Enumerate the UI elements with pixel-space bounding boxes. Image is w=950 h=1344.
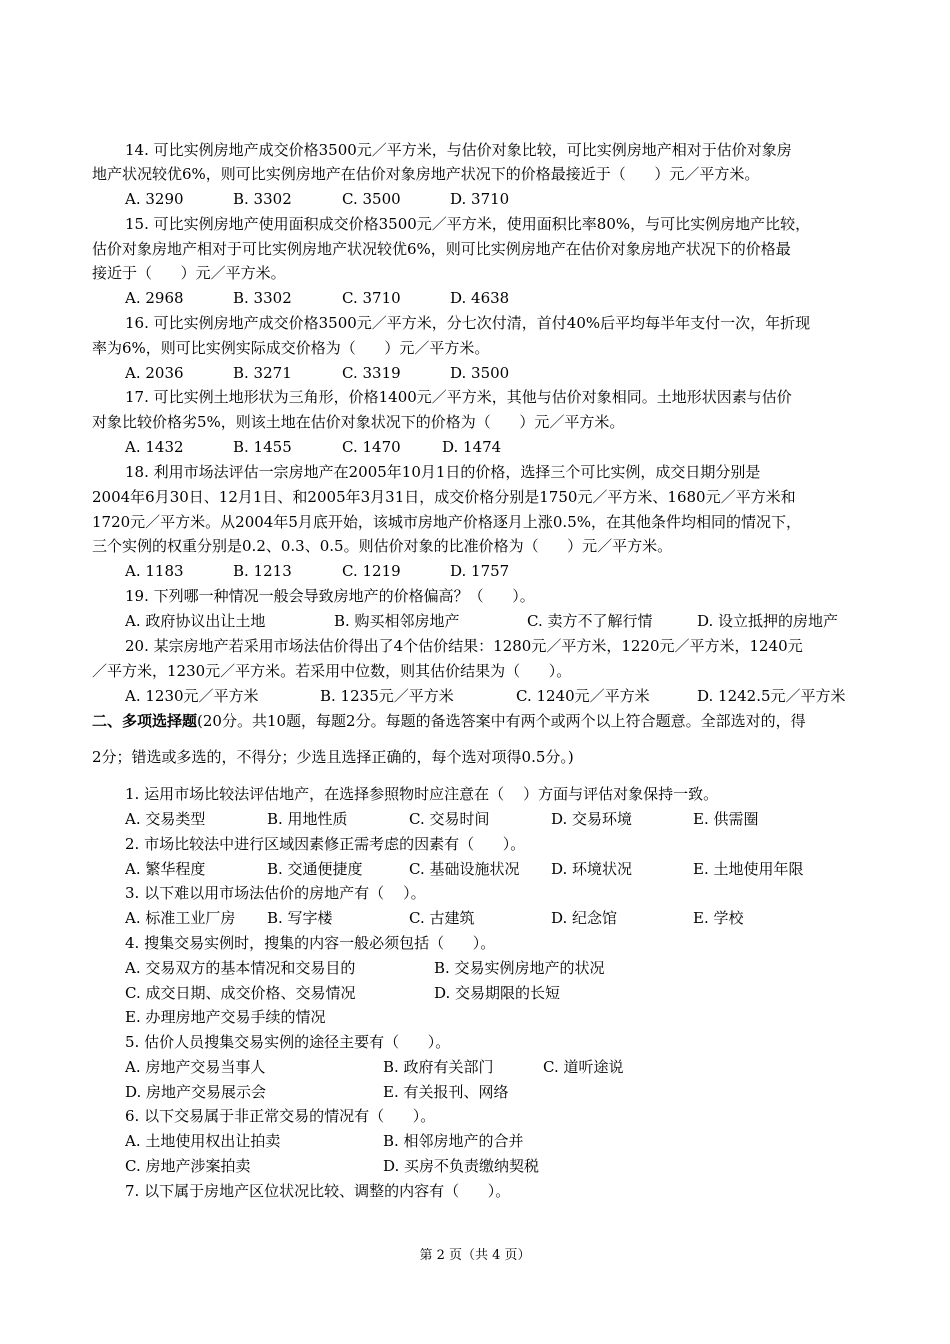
q17-line-2: 对象比较价格劣5%，则该土地在估价对象状况下的价格为（ ）元／平方米。 — [92, 413, 625, 431]
m2-option-a: A. 繁华程度 — [125, 860, 206, 878]
section2-heading — [92, 710, 806, 732]
m3-option-e: E. 学校 — [693, 909, 744, 927]
q19-option-d: D. 设立抵押的房地产 — [697, 612, 839, 630]
q19-option-c: C. 卖方不了解行情 — [527, 612, 653, 630]
m2-option-c: C. 基础设施状况 — [409, 860, 520, 878]
q14-option-b: B. 3302 — [233, 190, 292, 208]
m1-option-b: B. 用地性质 — [267, 810, 348, 828]
q16-option-c: C. 3319 — [342, 364, 401, 382]
m3-option-a: A. 标准工业厂房 — [125, 909, 236, 927]
q18-option-d: D. 1757 — [450, 562, 510, 580]
m3-option-d: D. 纪念馆 — [551, 909, 618, 927]
m3-option-b: B. 写字楼 — [267, 909, 333, 927]
q20-line-2: ／平方米，1230元／平方米。若采用中位数，则其估价结果为（ ）。 — [92, 662, 572, 680]
m6-option-c: C. 房地产涉案拍卖 — [125, 1157, 251, 1175]
m1-option-a: A. 交易类型 — [125, 810, 206, 828]
m1-question: 1. 运用市场比较法评估地产，在选择参照物时应注意在（ ）方面与评估对象保持一致。 — [125, 785, 719, 803]
q19-option-b: B. 购买相邻房地产 — [334, 612, 460, 630]
m1-option-e: E. 供需圈 — [693, 810, 759, 828]
q20-option-d: D. 1242.5元／平方米 — [697, 687, 846, 705]
m6-option-b: B. 相邻房地产的合并 — [383, 1132, 524, 1150]
page-footer: 第 2 页（共 4 页） — [419, 1248, 531, 1263]
q17-option-d: D. 1474 — [442, 438, 502, 456]
q15-option-d: D. 4638 — [450, 289, 510, 307]
q18-line-1: 18. 利用市场法评估一宗房地产在2005年10月1日的价格，选择三个可比实例，成交日期分别是 — [125, 463, 761, 481]
q17-option-c: C. 1470 — [342, 438, 401, 456]
m4-option-e: E. 办理房地产交易手续的情况 — [125, 1008, 326, 1026]
q18-line-3: 1720元／平方米。从2004年5月底开始，该城市房地产价格逐月上涨0.5%，在其他条件均相同的情况下， — [92, 513, 802, 531]
q20-option-b: B. 1235元／平方米 — [320, 687, 454, 705]
q18-line-2: 2004年6月30日、12月1日、和2005年3月31日，成交价格分别是1750元／平方米、1680元／平方米和 — [92, 488, 796, 506]
q18-option-a: A. 1183 — [125, 562, 184, 580]
m6-option-a: A. 土地使用权出让拍卖 — [125, 1132, 281, 1150]
q15-option-a: A. 2968 — [125, 289, 184, 307]
q17-option-a: A. 1432 — [125, 438, 184, 456]
m2-option-b: B. 交通便捷度 — [267, 860, 363, 878]
q16-option-b: B. 3271 — [233, 364, 292, 382]
m4-option-b: B. 交易实例房地产的状况 — [434, 959, 605, 977]
q19-option-a: A. 政府协议出让土地 — [125, 612, 266, 630]
m6-question: 6. 以下交易属于非正常交易的情况有（ ）。 — [125, 1107, 436, 1125]
q16-option-a: A. 2036 — [125, 364, 184, 382]
m4-option-d: D. 交易期限的长短 — [434, 984, 561, 1002]
q15-line-1: 15. 可比实例房地产使用面积成交价格3500元／平方米，使用面积比率80%，与可比实例房地产比较， — [125, 215, 811, 233]
m5-option-b: B. 政府有关部门 — [383, 1058, 494, 1076]
q14-option-d: D. 3710 — [450, 190, 510, 208]
q17-option-b: B. 1455 — [233, 438, 292, 456]
q14-line-1: 14. 可比实例房地产成交价格3500元／平方米，与估价对象比较，可比实例房地产相对于估价对象房 — [125, 141, 792, 159]
q16-line-1: 16. 可比实例房地产成交价格3500元／平方米，分七次付清，首付40%后平均每半年支付一次，年折现 — [125, 314, 811, 332]
q20-option-a: A. 1230元／平方米 — [125, 687, 259, 705]
m5-question: 5. 估价人员搜集交易实例的途径主要有（ ）。 — [125, 1033, 451, 1051]
q14-option-c: C. 3500 — [342, 190, 401, 208]
q15-option-b: B. 3302 — [233, 289, 292, 307]
m4-option-a: A. 交易双方的基本情况和交易目的 — [125, 959, 356, 977]
q16-line-2: 率为6%，则可比实例实际成交价格为（ ）元／平方米。 — [92, 339, 490, 357]
section2-title: 二、多项选择题 — [92, 712, 198, 730]
m4-question: 4. 搜集交易实例时，搜集的内容一般必须包括（ ）。 — [125, 934, 496, 952]
q20-option-c: C. 1240元／平方米 — [516, 687, 650, 705]
section2-intro-1: (20分。共10题，每题2分。每题的备选答案中有两个或两个以上符合题意。全部选对的，得 — [197, 712, 806, 730]
m5-option-a: A. 房地产交易当事人 — [125, 1058, 266, 1076]
m6-option-d: D. 买房不负责缴纳契税 — [383, 1157, 540, 1175]
m4-option-c: C. 成交日期、成交价格、交易情况 — [125, 984, 356, 1002]
m7-question: 7. 以下属于房地产区位状况比较、调整的内容有（ ）。 — [125, 1182, 511, 1200]
q16-option-d: D. 3500 — [450, 364, 510, 382]
m5-option-e: E. 有关报刊、网络 — [383, 1083, 509, 1101]
q18-option-b: B. 1213 — [233, 562, 292, 580]
section2-intro-2: 2分；错选或多选的，不得分；少选且选择正确的，每个选对项得0.5分。) — [92, 748, 574, 766]
q19-line-1: 19. 下列哪一种情况一般会导致房地产的价格偏高？（ ）。 — [125, 587, 535, 605]
q15-line-3: 接近于（ ）元／平方米。 — [92, 264, 286, 282]
m1-option-c: C. 交易时间 — [409, 810, 490, 828]
q15-option-c: C. 3710 — [342, 289, 401, 307]
m3-question: 3. 以下难以用市场法估价的房地产有（ ）。 — [125, 884, 426, 902]
q15-line-2: 估价对象房地产相对于可比实例房地产状况较优6%，则可比实例房地产在估价对象房地产状况下的价格最 — [92, 240, 791, 258]
m2-option-e: E. 土地使用年限 — [693, 860, 804, 878]
m5-option-c: C. 道听途说 — [543, 1058, 624, 1076]
m1-option-d: D. 交易环境 — [551, 810, 633, 828]
m3-option-c: C. 古建筑 — [409, 909, 475, 927]
q17-line-1: 17. 可比实例土地形状为三角形，价格1400元／平方米，其他与估价对象相同。土地形状因素与估价 — [125, 388, 792, 406]
m5-option-d: D. 房地产交易展示会 — [125, 1083, 267, 1101]
m2-option-d: D. 环境状况 — [551, 860, 633, 878]
q20-line-1: 20. 某宗房地产若采用市场法估价得出了4个估价结果：1280元／平方米，1220元／平方米，1240元 — [125, 637, 803, 655]
m2-question: 2. 市场比较法中进行区域因素修正需考虑的因素有（ ）。 — [125, 835, 526, 853]
q18-option-c: C. 1219 — [342, 562, 401, 580]
q14-option-a: A. 3290 — [125, 190, 184, 208]
q18-line-4: 三个实例的权重分别是0.2、0.3、0.5。则估价对象的比准价格为（ ）元／平方米。 — [92, 537, 673, 555]
q14-line-2: 地产状况较优6%，则可比实例房地产在估价对象房地产状况下的价格最接近于（ ）元／平方米。 — [92, 165, 760, 183]
